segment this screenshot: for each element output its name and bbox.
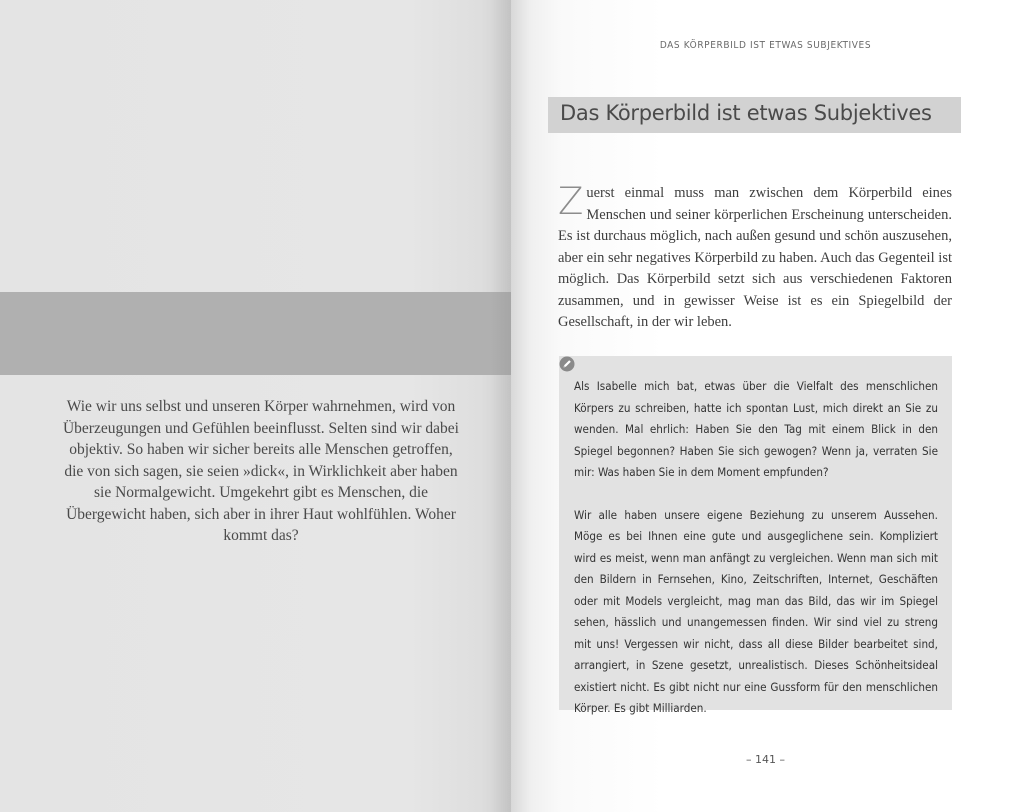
- body-text: uerst einmal muss man zwischen dem Körperbild eines Menschen und seiner körperlichen Erscheinung unterscheiden. Es ist durchaus möglich, nach außen gesund und schön auszusehen, aber ein sehr negatives Körperbild zu haben. Auch das Gegenteil ist möglich. Das Körperbild setzt sich aus verschiedenen Faktoren zusammen, und in gewisser Weise ist es ein Spiegelbild der Gesellschaft, in der wir leben.: [558, 185, 952, 330]
- pencil-icon: [559, 356, 575, 372]
- gutter-shadow: [490, 0, 511, 812]
- body-paragraph: [558, 180, 952, 334]
- page-number: – 141 –: [746, 753, 785, 766]
- drop-cap: Z: [558, 180, 584, 223]
- right-page: [511, 0, 1020, 812]
- note-paragraph-2: Wir alle haben unsere eigene Beziehung zu unserem Aussehen. Möge es bei Ihnen eine gute und ausgeglichene sein. Kompliziert wird es meist, wenn man anfängt zu vergleichen. Wenn man sich mit den Bildern in Fernsehen, Kino, Zeitschriften, Internet, Geschäften oder mit Models vergleicht, mag man das Bild, das wir im Spiegel sehen, hässlich und unangemessen finden. Wir sind viel zu streng mit uns! Vergessen wir nicht, dass all diese Bilder bearbeitet sind, arrangiert, in Szene gesetzt, unrealistisch. Dieses Schönheitsideal existiert nicht. Es gibt nicht nur eine Gussform für den menschlichen Körper. Es gibt Milliarden.: [574, 507, 938, 715]
- note-box: [559, 356, 952, 715]
- intro-paragraph: Wie wir uns selbst und unseren Körper wahrnehmen, wird von Überzeugungen und Gefühlen beeinflusst. Selten sind wir dabei objektiv. So haben wir sicher bereits alle Menschen getroffen, die von sich sagen, sie seien »dick«, in Wirklichkeit aber haben sie Normalgewicht. Umgekehrt gibt es Menschen, die Übergewicht haben, sich aber in ihrer Haut wohlfühlen. Woher kommt das?: [62, 398, 459, 544]
- chapter-title: Das Körperbild ist etwas Subjektives: [548, 97, 961, 133]
- note-paragraph-1: Als Isabelle mich bat, etwas über die Vielfalt des menschlichen Körpers zu schreiben, hatte ich spontan Lust, mich direkt an Sie zu wenden. Mal ehrlich: Haben Sie den Tag mit einem Blick in den Spiegel begonnen? Haben Sie sich gewogen? Wenn ja, verraten Sie mir: Was haben Sie in dem Moment empfunden?: [574, 379, 938, 479]
- running-head: DAS KÖRPERBILD IST ETWAS SUBJEKTIVES: [659, 40, 872, 51]
- decorative-band: [0, 292, 511, 375]
